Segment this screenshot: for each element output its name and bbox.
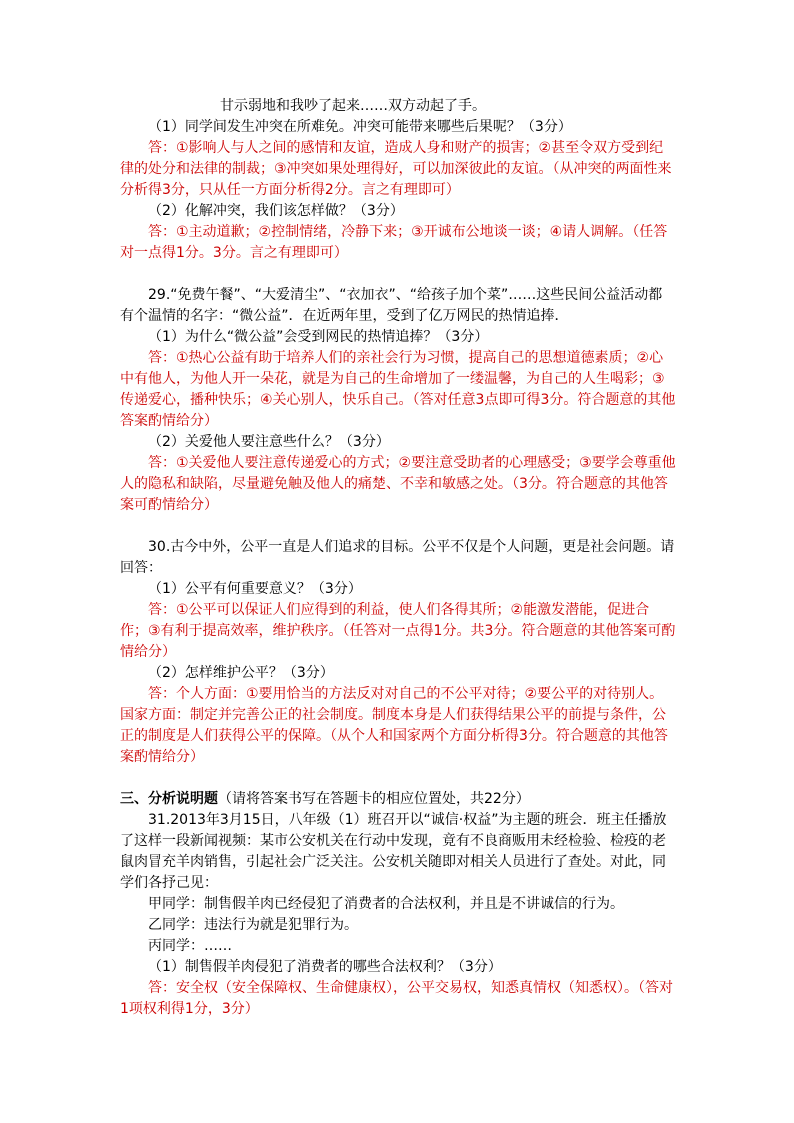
q28-question-1: （1）同学间发生冲突在所难免。冲突可能带来哪些后果呢？（3分） bbox=[148, 119, 572, 135]
q31-opinion-jia: 甲同学：制售假羊肉已经侵犯了消费者的合法权利，并且是不讲诚信的行为。 bbox=[148, 896, 624, 912]
page-content bbox=[120, 96, 676, 1020]
q28-answer-2: 答：①主动道歉；②控制情绪，冷静下来；③开诚布公地谈一谈；④请人调解。（任答对一点得1分。3分。言之有理即可） bbox=[120, 224, 668, 261]
q31-question-1: （1）制售假羊肉侵犯了消费者的哪些合法权利？（3分） bbox=[148, 959, 502, 975]
q29-question-1: （1）为什么“微公益”会受到网民的热情追捧？（3分） bbox=[148, 329, 489, 345]
q30-question-2: （2）怎样维护公平？（3分） bbox=[148, 665, 334, 681]
q31-answer-1: 答：安全权（安全保障权、生命健康权），公平交易权，知悉真情权（知悉权）。（答对1项权利得1分，3分） bbox=[120, 980, 673, 1017]
q30-question-1: （1）公平有何重要意义？（3分） bbox=[148, 581, 362, 597]
q28-question-2: （2）化解冲突，我们该怎样做？（3分） bbox=[148, 203, 404, 219]
q28-lead-text: 甘示弱地和我吵了起来……双方动起了手。 bbox=[220, 98, 486, 114]
q31-opinion-yi: 乙同学：违法行为就是犯罪行为。 bbox=[148, 917, 358, 933]
section-3-heading bbox=[120, 789, 676, 810]
q30-answer-1: 答：①公平可以保证人们应得到的利益，使人们各得其所；②能激发潜能，促进合作；③有利于提高效率，维护秩序。（任答对一点得1分。共3分。符合题意的其他答案可酌情给分） bbox=[120, 602, 676, 660]
section-3-title: 三、分析说明题 bbox=[120, 791, 218, 807]
q30-answer-2: 答：个人方面：①要用恰当的方法反对对自己的不公平对待；②要公平的对待别人。国家方面：制定并完善公正的社会制度。制度本身是人们获得结果公平的前提与条件，公正的制度是人们获得公平的保障。（从个人和国家两个方面分析得3分。符合题意的其他答案酌情给分） bbox=[120, 686, 668, 765]
q29-stem: 29.“免费午餐”、“大爱清尘”、“衣加衣”、“给孩子加个菜”……这些民间公益活动都有个温情的名字：“微公益”．在近两年里，受到了亿万网民的热情追捧． bbox=[120, 287, 663, 324]
q29-answer-2: 答：①关爱他人要注意传递爱心的方式；②要注意受助者的心理感受；③要学会尊重他人的隐私和缺陷，尽量避免触及他人的痛楚、不幸和敏感之处。（3分。符合题意的其他答案可酌情给分） bbox=[120, 455, 676, 513]
spacer bbox=[120, 264, 676, 285]
section-3-note: （请将答案书写在答题卡的相应位置处，共22分） bbox=[218, 791, 530, 807]
q31-opinion-bing: 丙同学：…… bbox=[148, 938, 232, 954]
spacer bbox=[120, 516, 676, 537]
spacer bbox=[120, 768, 676, 789]
q31-stem: 31.2013年3月15日，八年级（1）班召开以“诚信·权益”为主题的班会．班主任播放了这样一段新闻视频：某市公安机关在行动中发现，竟有不良商贩用未经检验、检疫的老鼠肉冒充羊肉销售，引起社会广泛关注。公安机关随即对相关人员进行了查处。对此，同学们各抒己见： bbox=[120, 812, 667, 891]
q29-question-2: （2）关爱他人要注意些什么？（3分） bbox=[148, 434, 390, 450]
q30-stem: 30.古今中外，公平一直是人们追求的目标。公平不仅是个人问题，更是社会问题。请回答： bbox=[120, 539, 675, 576]
q28-answer-1: 答：①影响人与人之间的感情和友谊，造成人身和财产的损害；②甚至令双方受到纪律的处分和法律的制裁；③冲突如果处理得好，可以加深彼此的友谊。（从冲突的两面性来分析得3分，只从任一方面分析得2分。言之有理即可） bbox=[120, 140, 672, 198]
q29-answer-1: 答：①热心公益有助于培养人们的亲社会行为习惯，提高自己的思想道德素质；②心中有他人，为他人开一朵花，就是为自己的生命增加了一缕温馨，为自己的人生喝彩；③传递爱心，播种快乐；④关心别人，快乐自己。（答对任意3点即可得3分。符合题意的其他答案酌情给分） bbox=[120, 350, 676, 429]
